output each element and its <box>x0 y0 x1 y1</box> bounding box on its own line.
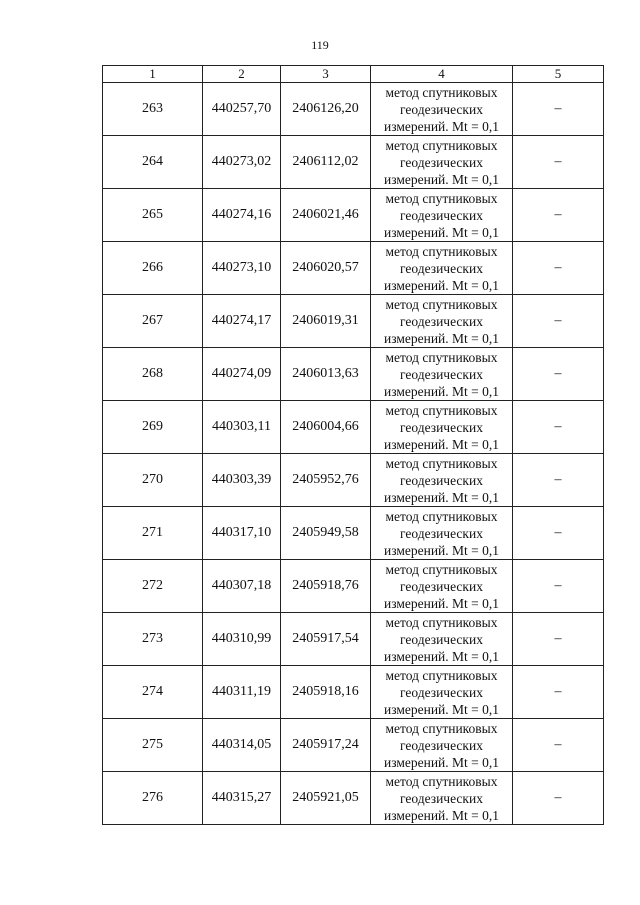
method-cell <box>371 772 513 825</box>
method-line-1: метод спутниковых <box>385 243 498 259</box>
table-row <box>103 242 604 295</box>
point-number-cell: 269 <box>103 401 203 454</box>
method-cell <box>371 560 513 613</box>
method-line-2: геодезических <box>400 154 483 170</box>
y-coordinate-cell: 2405917,24 <box>281 719 371 772</box>
point-number-cell: 271 <box>103 507 203 560</box>
x-coordinate-cell: 440274,09 <box>203 348 281 401</box>
column-5-cell: – <box>513 295 604 348</box>
method-cell <box>371 613 513 666</box>
method-line-3: измерений. Mt = 0,1 <box>383 807 500 823</box>
x-coordinate-cell: 440274,17 <box>203 295 281 348</box>
method-line-2: геодезических <box>400 260 483 276</box>
point-number-cell: 265 <box>103 189 203 242</box>
method-line-2: геодезических <box>400 684 483 700</box>
point-number-cell: 263 <box>103 83 203 136</box>
method-line-3: измерений. Mt = 0,1 <box>383 701 500 717</box>
method-line-1: метод спутниковых <box>385 84 498 100</box>
y-coordinate-cell: 2405952,76 <box>281 454 371 507</box>
point-number-cell: 274 <box>103 666 203 719</box>
point-number-cell: 264 <box>103 136 203 189</box>
point-number-cell: 268 <box>103 348 203 401</box>
method-cell <box>371 666 513 719</box>
method-line-1: метод спутниковых <box>385 773 498 789</box>
column-5-cell: – <box>513 454 604 507</box>
method-cell <box>371 719 513 772</box>
method-line-1: метод спутниковых <box>385 614 498 630</box>
method-line-1: метод спутниковых <box>385 402 498 418</box>
method-line-1: метод спутниковых <box>385 137 498 153</box>
y-coordinate-cell: 2405918,16 <box>281 666 371 719</box>
method-line-1: метод спутниковых <box>385 349 498 365</box>
x-coordinate-cell: 440274,16 <box>203 189 281 242</box>
y-coordinate-cell: 2405918,76 <box>281 560 371 613</box>
method-cell <box>371 295 513 348</box>
method-line-2: геодезических <box>400 631 483 647</box>
x-coordinate-cell: 440317,10 <box>203 507 281 560</box>
y-coordinate-cell: 2406021,46 <box>281 189 371 242</box>
method-line-2: геодезических <box>400 737 483 753</box>
method-line-3: измерений. Mt = 0,1 <box>383 595 500 611</box>
method-line-3: измерений. Mt = 0,1 <box>383 383 500 399</box>
y-coordinate-cell: 2406112,02 <box>281 136 371 189</box>
point-number-cell: 273 <box>103 613 203 666</box>
method-line-1: метод спутниковых <box>385 296 498 312</box>
column-5-cell: – <box>513 189 604 242</box>
column-5-cell: – <box>513 666 604 719</box>
method-line-2: геодезических <box>400 578 483 594</box>
y-coordinate-cell: 2405917,54 <box>281 613 371 666</box>
method-line-3: измерений. Mt = 0,1 <box>383 754 500 770</box>
method-line-2: геодезических <box>400 472 483 488</box>
method-line-2: геодезических <box>400 101 483 117</box>
y-coordinate-cell: 2406013,63 <box>281 348 371 401</box>
x-coordinate-cell: 440315,27 <box>203 772 281 825</box>
table-row <box>103 401 604 454</box>
method-line-1: метод спутниковых <box>385 455 498 471</box>
method-cell <box>371 83 513 136</box>
x-coordinate-cell: 440311,19 <box>203 666 281 719</box>
header-col-4: 4 <box>371 66 513 83</box>
point-number-cell: 276 <box>103 772 203 825</box>
column-5-cell: – <box>513 136 604 189</box>
method-line-3: измерений. Mt = 0,1 <box>383 171 500 187</box>
table-body <box>103 83 604 825</box>
point-number-cell: 270 <box>103 454 203 507</box>
table-row <box>103 136 604 189</box>
header-row <box>103 66 604 83</box>
method-line-1: метод спутниковых <box>385 667 498 683</box>
point-number-cell: 275 <box>103 719 203 772</box>
method-line-2: геодезических <box>400 207 483 223</box>
method-line-1: метод спутниковых <box>385 190 498 206</box>
x-coordinate-cell: 440310,99 <box>203 613 281 666</box>
method-cell <box>371 348 513 401</box>
method-cell <box>371 189 513 242</box>
method-line-1: метод спутниковых <box>385 508 498 524</box>
method-line-2: геодезических <box>400 525 483 541</box>
y-coordinate-cell: 2405921,05 <box>281 772 371 825</box>
column-5-cell: – <box>513 401 604 454</box>
x-coordinate-cell: 440257,70 <box>203 83 281 136</box>
x-coordinate-cell: 440303,11 <box>203 401 281 454</box>
table-row <box>103 295 604 348</box>
column-5-cell: – <box>513 719 604 772</box>
method-line-3: измерений. Mt = 0,1 <box>383 330 500 346</box>
table-row <box>103 719 604 772</box>
y-coordinate-cell: 2406020,57 <box>281 242 371 295</box>
method-line-1: метод спутниковых <box>385 561 498 577</box>
method-line-2: геодезических <box>400 366 483 382</box>
method-line-3: измерений. Mt = 0,1 <box>383 542 500 558</box>
column-5-cell: – <box>513 613 604 666</box>
table-row <box>103 507 604 560</box>
method-line-3: измерений. Mt = 0,1 <box>383 489 500 505</box>
x-coordinate-cell: 440307,18 <box>203 560 281 613</box>
table-row <box>103 83 604 136</box>
point-number-cell: 266 <box>103 242 203 295</box>
page-number: 119 <box>311 38 329 52</box>
table-row <box>103 666 604 719</box>
method-cell <box>371 401 513 454</box>
method-line-3: измерений. Mt = 0,1 <box>383 277 500 293</box>
method-cell <box>371 454 513 507</box>
method-line-3: измерений. Mt = 0,1 <box>383 118 500 134</box>
method-line-2: геодезических <box>400 790 483 806</box>
header-col-5: 5 <box>513 66 604 83</box>
header-col-1: 1 <box>103 66 203 83</box>
x-coordinate-cell: 440273,02 <box>203 136 281 189</box>
method-line-3: измерений. Mt = 0,1 <box>383 648 500 664</box>
table-row <box>103 454 604 507</box>
point-number-cell: 272 <box>103 560 203 613</box>
method-line-3: измерений. Mt = 0,1 <box>383 436 500 452</box>
coordinates-table <box>102 65 604 825</box>
method-line-2: геодезических <box>400 313 483 329</box>
column-5-cell: – <box>513 83 604 136</box>
table-row <box>103 189 604 242</box>
y-coordinate-cell: 2406019,31 <box>281 295 371 348</box>
method-line-3: измерений. Mt = 0,1 <box>383 224 500 240</box>
table-row <box>103 772 604 825</box>
column-5-cell: – <box>513 242 604 295</box>
method-line-2: геодезических <box>400 419 483 435</box>
method-cell <box>371 136 513 189</box>
x-coordinate-cell: 440303,39 <box>203 454 281 507</box>
table-row <box>103 560 604 613</box>
column-5-cell: – <box>513 348 604 401</box>
column-5-cell: – <box>513 560 604 613</box>
table-row <box>103 613 604 666</box>
y-coordinate-cell: 2406126,20 <box>281 83 371 136</box>
method-cell <box>371 242 513 295</box>
method-line-1: метод спутниковых <box>385 720 498 736</box>
column-5-cell: – <box>513 772 604 825</box>
y-coordinate-cell: 2406004,66 <box>281 401 371 454</box>
column-5-cell: – <box>513 507 604 560</box>
point-number-cell: 267 <box>103 295 203 348</box>
header-col-3: 3 <box>281 66 371 83</box>
method-cell <box>371 507 513 560</box>
x-coordinate-cell: 440314,05 <box>203 719 281 772</box>
table-row <box>103 348 604 401</box>
header-col-2: 2 <box>203 66 281 83</box>
x-coordinate-cell: 440273,10 <box>203 242 281 295</box>
y-coordinate-cell: 2405949,58 <box>281 507 371 560</box>
